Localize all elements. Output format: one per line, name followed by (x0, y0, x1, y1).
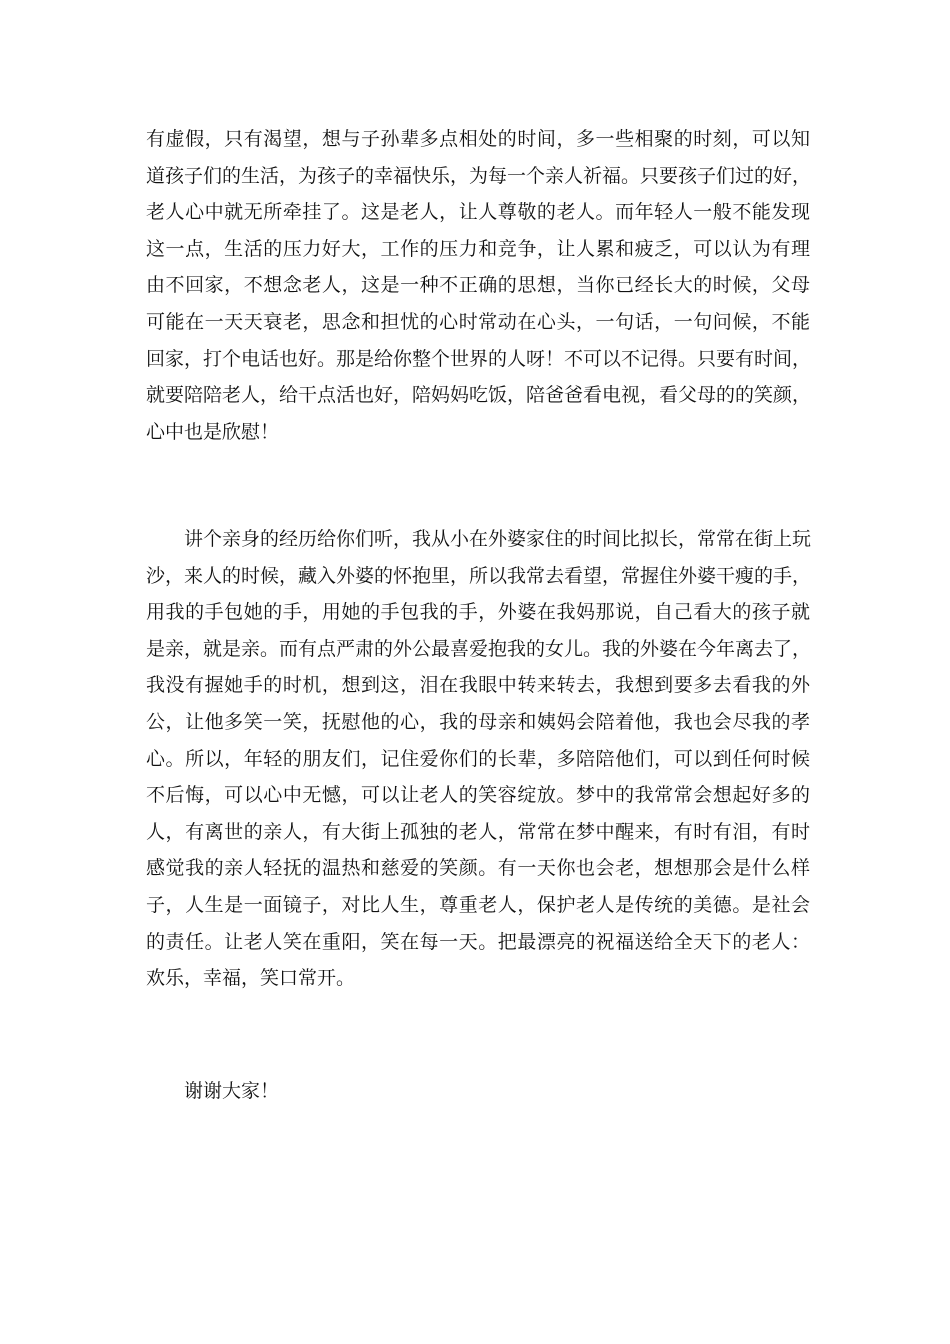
text-line: 的责任。让老人笑在重阳，笑在每一天。把最漂亮的祝福送给全天下的老人： (146, 930, 810, 953)
text-line: 用我的手包她的手，用她的手包我的手，外婆在我妈那说，自己看大的孩子就 (146, 601, 810, 624)
text-line: 心。所以，年轻的朋友们，记住爱你们的长辈，多陪陪他们，可以到任何时候 (146, 747, 810, 770)
text-line: 欢乐，幸福，笑口常开。 (146, 967, 356, 990)
text-line: 这一点，生活的压力好大，工作的压力和竞争，让人累和疲乏，可以认为有理 (146, 237, 810, 260)
text-line: 是亲，就是亲。而有点严肃的外公最喜爱抱我的女儿。我的外婆在今年离去了， (146, 637, 812, 660)
text-line: 老人心中就无所牵挂了。这是老人，让人尊敬的老人。而年轻人一般不能发现 (146, 201, 810, 224)
text-line: 公，让他多笑一笑，抚慰他的心，我的母亲和姨妈会陪着他，我也会尽我的孝 (146, 710, 810, 733)
text-line: 子，人生是一面镜子，对比人生，尊重老人，保护老人是传统的美德。是社会 (146, 893, 810, 916)
paragraph-elderly-wishes (146, 121, 810, 450)
text-line: 心中也是欣慰！ (146, 420, 280, 443)
text-line: 谢谢大家！ (146, 1080, 280, 1102)
text-line: 可能在一天天衰老，思念和担忧的心时常动在心头，一句话，一句问候，不能 (146, 310, 810, 333)
text-line: 就要陪陪老人，给干点活也好，陪妈妈吃饭，陪爸爸看电视，看父母的的笑颜， (146, 384, 812, 407)
text-line: 不后悔，可以心中无憾，可以让老人的笑容绽放。梦中的我常常会想起好多的 (146, 784, 810, 807)
text-line: 回家，打个电话也好。那是给你整个世界的人呀！不可以不记得。只要有时间， (146, 347, 812, 370)
text-line: 有虚假，只有渴望，想与子孙辈多点相处的时间，多一些相聚的时刻，可以知 (146, 128, 810, 150)
paragraph-closing-thanks (146, 1073, 810, 1110)
text-line: 沙，来人的时候，藏入外婆的怀抱里，所以我常去看望，常握住外婆干瘦的手， (146, 564, 812, 587)
text-line: 感觉我的亲人轻抚的温热和慈爱的笑颜。有一天你也会老，想想那会是什么样 (146, 857, 810, 880)
text-line: 由不回家，不想念老人，这是一种不正确的思想，当你已经长大的时候，父母 (146, 274, 810, 297)
text-line: 我没有握她手的时机，想到这，泪在我眼中转来转去，我想到要多去看我的外 (146, 674, 810, 697)
text-line: 人，有离世的亲人，有大街上孤独的老人，常常在梦中醒来，有时有泪，有时 (146, 820, 810, 843)
text-line: 讲个亲身的经历给你们听，我从小在外婆家住的时间比拟长，常常在街上玩 (146, 528, 812, 550)
paragraph-personal-story (146, 521, 810, 997)
text-line: 道孩子们的生活，为孩子的幸福快乐，为每一个亲人祈福。只要孩子们过的好， (146, 164, 812, 187)
